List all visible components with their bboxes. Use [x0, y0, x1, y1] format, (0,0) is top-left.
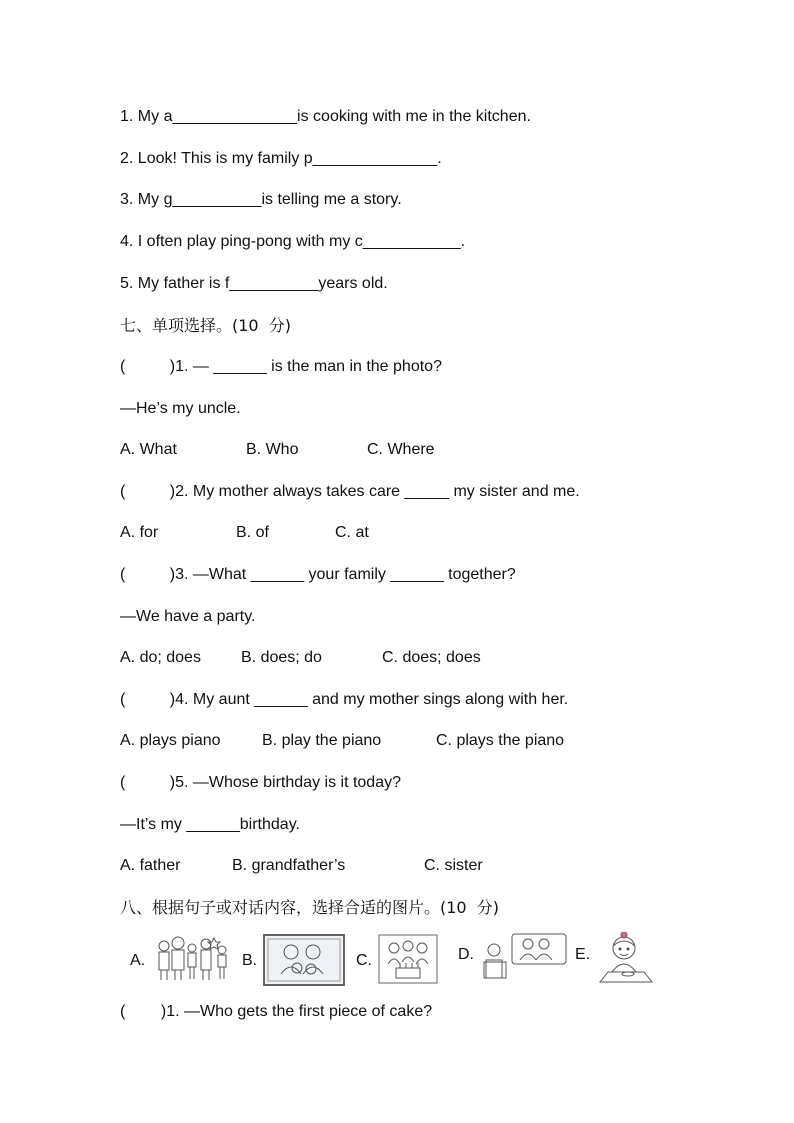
q2-options	[120, 523, 720, 543]
s8-q1-stem: ( )1. —Who gets the first piece of cake?	[120, 1003, 433, 1020]
q5-options	[120, 856, 720, 876]
q2-option-c: C. at	[335, 524, 369, 541]
family-photo-picture	[263, 934, 345, 986]
picture-label-a: A.	[130, 952, 146, 969]
picture-label-d: D.	[458, 946, 474, 963]
section8-heading: 八、根据句子或对话内容，选择合适的图片。(10 分)	[120, 898, 500, 917]
q1-option-b: B. Who	[246, 441, 299, 458]
picture-label-c: C.	[356, 952, 372, 969]
picture-label-b: B.	[242, 952, 258, 969]
q2-option-b: B. of	[236, 524, 269, 541]
q5-option-c: C. sister	[424, 857, 483, 874]
q5-option-b: B. grandfather’s	[232, 857, 346, 874]
q2-option-a: A. for	[120, 524, 159, 541]
q3-reply: —We have a party.	[120, 608, 256, 625]
q1-option-a: A. What	[120, 441, 177, 458]
fill-item-2: 2. Look! This is my family p______________.	[120, 150, 442, 167]
q3-option-b: B. does; do	[241, 649, 322, 666]
q3-stem: ( )3. —What ______ your family ______ together?	[120, 566, 516, 583]
q4-option-c: C. plays the piano	[436, 732, 565, 749]
q1-reply: —He’s my uncle.	[120, 400, 241, 417]
girl-eating-picture	[598, 932, 654, 984]
q2-stem: ( )2. My mother always takes care _____ my sister and me.	[120, 483, 580, 500]
q1-options	[120, 440, 720, 460]
family-group-picture	[152, 934, 234, 982]
picture-options-row	[130, 932, 670, 987]
birthday-cake-picture	[378, 934, 438, 984]
q5-option-a: A. father	[120, 857, 181, 874]
fill-item-4: 4. I often play ping-pong with my c___________.	[120, 233, 466, 250]
q4-option-a: A. plays piano	[120, 732, 221, 749]
fill-item-1: 1. My a______________is cooking with me in the kitchen.	[120, 108, 531, 125]
picture-label-e: E.	[575, 946, 591, 963]
q4-option-b: B. play the piano	[262, 732, 382, 749]
fill-item-5: 5. My father is f__________years old.	[120, 275, 388, 292]
q4-options	[120, 731, 720, 751]
q3-option-c: C. does; does	[382, 649, 481, 666]
section7-heading: 七、单项选择。(10 分)	[120, 316, 292, 335]
q4-stem: ( )4. My aunt ______ and my mother sings along with her.	[120, 691, 569, 708]
q5-reply: —It’s my ______birthday.	[120, 816, 300, 833]
q3-option-a: A. do; does	[120, 649, 201, 666]
q1-stem: ( )1. — ______ is the man in the photo?	[120, 358, 442, 375]
q3-options	[120, 648, 720, 668]
family-sofa-picture	[482, 932, 568, 980]
fill-item-3: 3. My g__________is telling me a story.	[120, 191, 402, 208]
q5-stem: ( )5. —Whose birthday is it today?	[120, 774, 401, 791]
q1-option-c: C. Where	[367, 441, 435, 458]
